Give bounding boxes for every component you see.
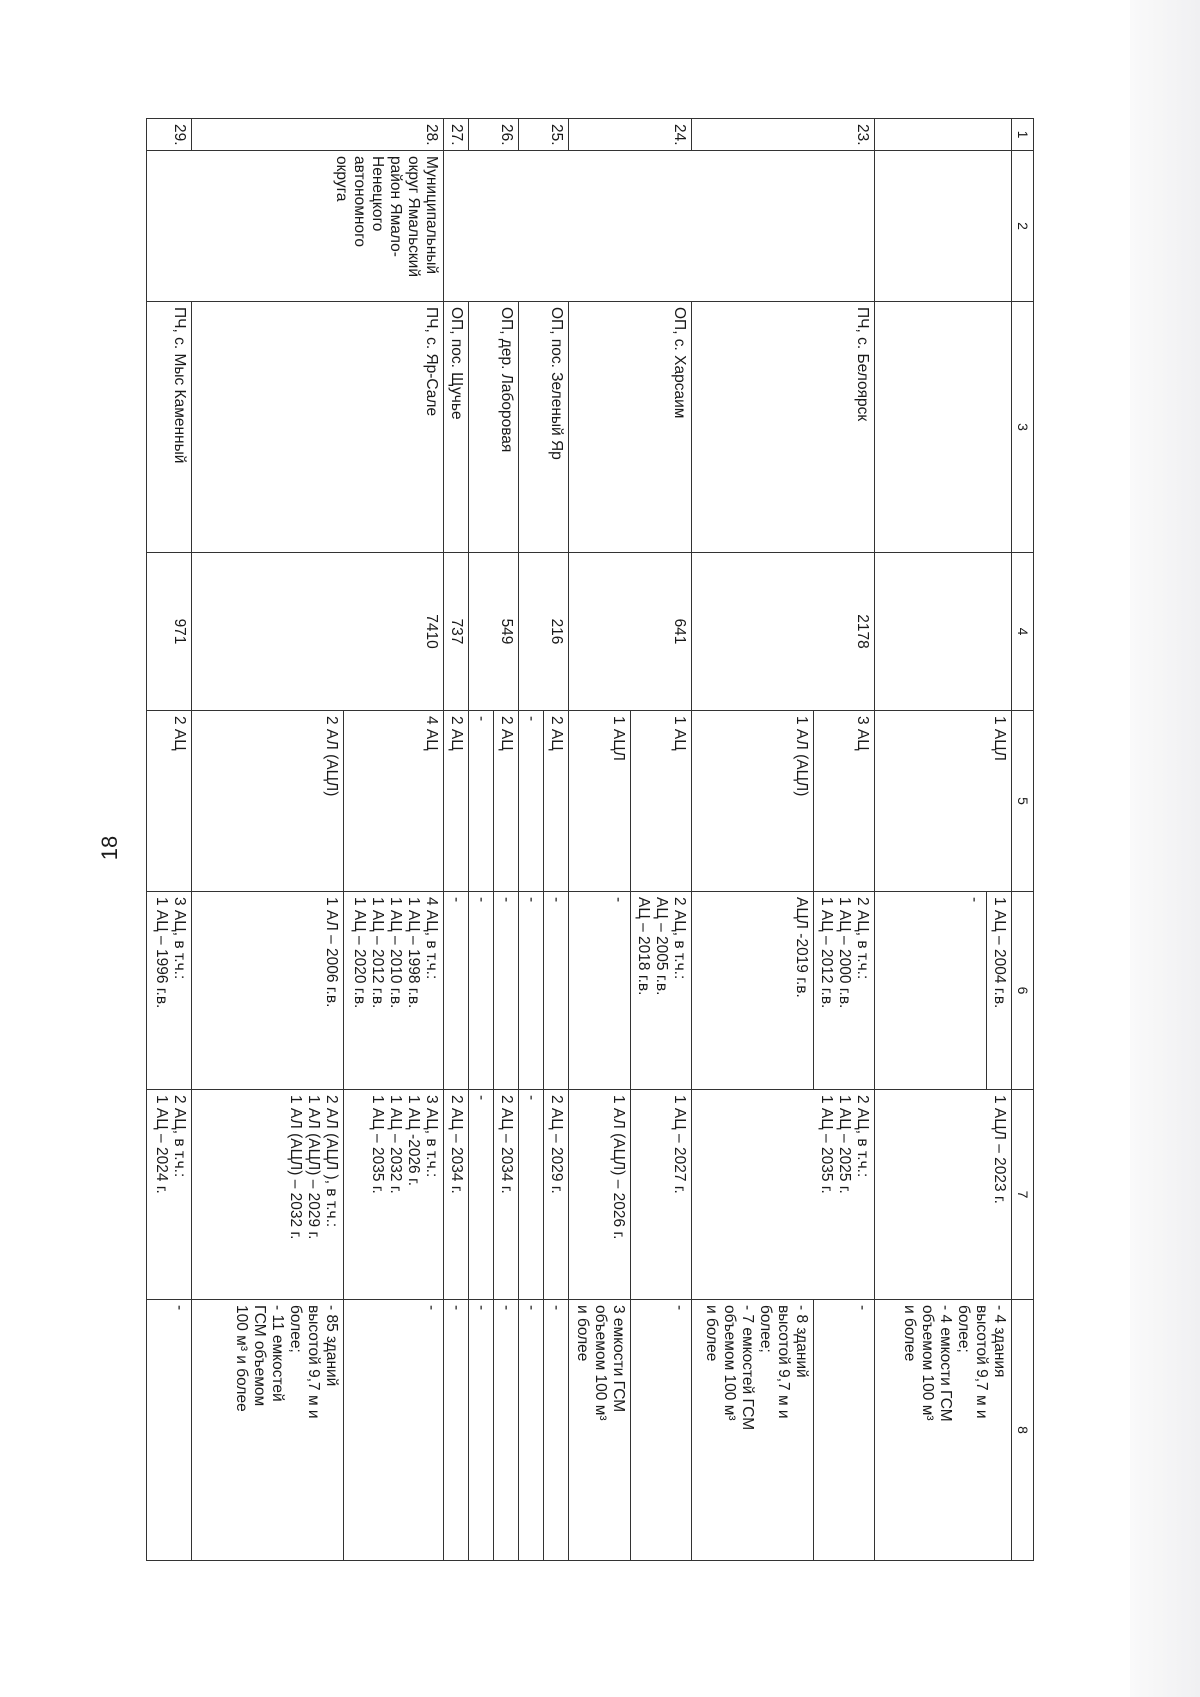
row-number-cell: 25. bbox=[519, 119, 569, 151]
planned-replacement-cell: - bbox=[519, 1090, 544, 1300]
equipment-years-cell: - bbox=[494, 892, 519, 1090]
table-row bbox=[344, 119, 444, 1561]
rotated-table-wrapper bbox=[153, 118, 1034, 1560]
equipment-cell: 1 АЦЛ bbox=[875, 711, 1012, 892]
population-cell: 549 bbox=[469, 553, 519, 711]
equipment-years-cell: 1 АЦ – 2004 г.в. bbox=[987, 892, 1012, 1090]
protected-objects-cell: - bbox=[444, 1300, 469, 1561]
col-number-3: 3 bbox=[1012, 302, 1034, 553]
unit-cell: ПЧ, с. Белоярск bbox=[692, 302, 875, 553]
population-cell: 737 bbox=[444, 553, 469, 711]
protected-objects-cell: - bbox=[814, 1300, 875, 1561]
unit-cell: ОП, с. Харсаим bbox=[569, 302, 692, 553]
district-cell: Муниципальный округ Ямальский район Ямало- Ненецкого автономного округа bbox=[147, 151, 444, 302]
col-number-5: 5 bbox=[1012, 711, 1034, 892]
equipment-cell: 2 АЦ bbox=[147, 711, 192, 892]
equipment-years-cell: - bbox=[544, 892, 569, 1090]
equipment-cell: 1 АЦЛ bbox=[569, 711, 631, 892]
planned-replacement-cell: 1 АЦЛ – 2023 г. bbox=[875, 1090, 1012, 1300]
population-cell: 641 bbox=[569, 553, 692, 711]
equipment-cell: 1 АЦ bbox=[631, 711, 692, 892]
protected-objects-cell: - bbox=[519, 1300, 544, 1561]
planned-replacement-cell: 2 АЦ – 2034 г. bbox=[444, 1090, 469, 1300]
protected-objects-cell: - bbox=[494, 1300, 519, 1561]
col-number-7: 7 bbox=[1012, 1090, 1034, 1300]
unit-cell: ПЧ, с. Мыс Каменный bbox=[147, 302, 192, 553]
protected-objects-cell: 3 емкости ГСМ объемом 100 м³ и более bbox=[569, 1300, 631, 1561]
protected-objects-cell: - bbox=[344, 1300, 444, 1561]
table-row bbox=[987, 119, 1012, 1561]
protected-objects-cell: - bbox=[147, 1300, 192, 1561]
population-cell bbox=[875, 553, 1012, 711]
equipment-years-cell: 4 АЦ, в т.ч.: 1 АЦ – 1998 г.в. 1 АЦ – 2010 г.в. 1 АЦ – 2012 г.в. 1 АЦ – 2020 г.в. bbox=[344, 892, 444, 1090]
protected-objects-cell: - 85 зданий высотой 9,7 м и более; - 11 емкостей ГСМ объемом 100 м³ и более bbox=[192, 1300, 344, 1561]
equipment-cell: 2 АЦ bbox=[444, 711, 469, 892]
planned-replacement-cell: - bbox=[469, 1090, 494, 1300]
district-cell bbox=[875, 151, 1012, 302]
equipment-cell: 2 АЦ bbox=[494, 711, 519, 892]
equipment-cell: 2 АЦ bbox=[544, 711, 569, 892]
population-cell: 216 bbox=[519, 553, 569, 711]
row-number-cell: 28. bbox=[192, 119, 444, 151]
equipment-years-cell: - bbox=[469, 892, 494, 1090]
planned-replacement-cell: 1 АЦ – 2027 г. bbox=[631, 1090, 692, 1300]
equipment-years-cell: АЦЛ -2019 г.в. bbox=[692, 892, 814, 1090]
equipment-cell: - bbox=[519, 711, 544, 892]
col-number-1: 1 bbox=[1012, 119, 1034, 151]
protected-objects-cell: - 8 зданий высотой 9,7 м и более; - 7 емкостей ГСМ объемом 100 м³ и более bbox=[692, 1300, 814, 1561]
col-number-4: 4 bbox=[1012, 553, 1034, 711]
equipment-years-cell: - bbox=[444, 892, 469, 1090]
protected-objects-cell: - 4 здания высотой 9,7 м и более; - 4 емкости ГСМ объемом 100 м³ и более bbox=[875, 1300, 1012, 1561]
equipment-cell: 2 АЛ (АЦЛ) bbox=[192, 711, 344, 892]
planned-replacement-cell: 1 АЛ (АЦЛ) – 2026 г. bbox=[569, 1090, 631, 1300]
equipment-cell: - bbox=[469, 711, 494, 892]
col-number-8: 8 bbox=[1012, 1300, 1034, 1561]
equipment-years-cell: 2 АЦ, в т.ч.: 1 АЦ – 2000 г.в. 1 АЦ – 2012 г.в. bbox=[814, 892, 875, 1090]
scan-edge bbox=[1130, 0, 1200, 1697]
row-number-cell: 29. bbox=[147, 119, 192, 151]
column-number-row bbox=[1012, 119, 1034, 1561]
population-cell: 2178 bbox=[692, 553, 875, 711]
equipment-years-cell: 2 АЦ, в т.ч.: АЦ – 2005 г.в. АЦ – 2018 г.в. bbox=[631, 892, 692, 1090]
equipment-cell: 3 АЦ bbox=[814, 711, 875, 892]
planned-replacement-cell: 2 АЛ (АЦЛ ), в т.ч.: 1 АЛ (АЦЛ) – 2029 г. 1 АЛ (АЦЛ) – 2032 г. bbox=[192, 1090, 344, 1300]
table-row bbox=[544, 119, 569, 1561]
table-row bbox=[814, 119, 875, 1561]
protected-objects-cell: - bbox=[631, 1300, 692, 1561]
col-number-2: 2 bbox=[1012, 151, 1034, 302]
unit-cell: ОП, дер. Лаборовая bbox=[469, 302, 519, 553]
equipment-cell: 1 АЛ (АЦЛ) bbox=[692, 711, 814, 892]
unit-cell: ПЧ, с. Яр-Сале bbox=[192, 302, 444, 553]
equipment-years-cell: 1 АЛ – 2006 г.в. bbox=[192, 892, 344, 1090]
row-number-cell: 26. bbox=[469, 119, 519, 151]
row-number-cell: 23. bbox=[692, 119, 875, 151]
equipment-cell: 4 АЦ bbox=[344, 711, 444, 892]
table-row bbox=[147, 119, 192, 1561]
row-number-cell bbox=[875, 119, 1012, 151]
unit-cell: ОП, пос. Щучье bbox=[444, 302, 469, 553]
row-number-cell: 27. bbox=[444, 119, 469, 151]
table-row bbox=[444, 119, 469, 1561]
planned-replacement-cell: 2 АЦ, в т.ч.: 1 АЦ – 2024 г. bbox=[147, 1090, 192, 1300]
district-cell bbox=[444, 151, 875, 302]
equipment-years-cell: - bbox=[875, 892, 987, 1090]
equipment-years-cell: - bbox=[569, 892, 631, 1090]
equipment-years-cell: 3 АЦ, в т.ч.: 1 АЦ – 1996 г.в. bbox=[147, 892, 192, 1090]
planned-replacement-cell: 3 АЦ, в т.ч.: 1 АЦ -2026 г. 1 АЦ – 2032 г. 1 АЦ – 2035 г. bbox=[344, 1090, 444, 1300]
col-number-6: 6 bbox=[1012, 892, 1034, 1090]
unit-cell: ОП, пос. Зеленый Яр bbox=[519, 302, 569, 553]
unit-cell bbox=[875, 302, 1012, 553]
protected-objects-cell: - bbox=[544, 1300, 569, 1561]
population-cell: 7410 bbox=[192, 553, 444, 711]
planned-replacement-cell: 2 АЦ, в т.ч.: 1 АЦ – 2025 г. 1 АЦ – 2035 г. bbox=[692, 1090, 875, 1300]
planned-replacement-cell: 2 АЦ – 2029 г. bbox=[544, 1090, 569, 1300]
population-cell: 971 bbox=[147, 553, 192, 711]
planned-replacement-cell: 2 АЦ – 2034 г. bbox=[494, 1090, 519, 1300]
row-number-cell: 24. bbox=[569, 119, 692, 151]
equipment-years-cell: - bbox=[519, 892, 544, 1090]
page-number: 18 bbox=[97, 835, 122, 861]
protected-objects-cell: - bbox=[469, 1300, 494, 1561]
table-row bbox=[631, 119, 692, 1561]
fire-equipment-table bbox=[146, 118, 1034, 1561]
table-row bbox=[494, 119, 519, 1561]
